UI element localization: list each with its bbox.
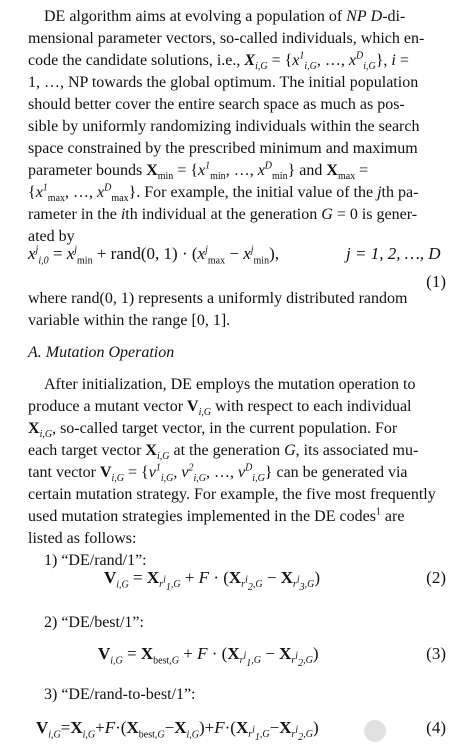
- intro-line-3: code the candidate solutions, i.e., $X_{i,G} = \{x^1_{i,G}$, …, $x^D_{i,G}$}, i =: [28, 50, 409, 73]
- strategy-2-label: 2) “DE/best/1”:: [44, 614, 144, 631]
- equation-1-body: $x^j_{i,0} = x^j_{min}$ + rand(0, $1) \cdot (x^j_{max} - x^j_{min})$,: [28, 244, 279, 267]
- mutation-line-7: used mutation strategies implemented in the DE codes$^1$ are: [28, 506, 405, 525]
- equation-2-body: $V_{i,G} = X_{r^i_1,G} + F \cdot (X_{r^i_2,G} - X_{r^i_3,G})$: [104, 568, 321, 594]
- equation-1: [28, 244, 446, 291]
- equation-2: [28, 568, 446, 596]
- mutation-line-6: certain mutation strategy. For example, the five most frequently: [28, 486, 436, 503]
- after-eq1-line-2: variable within the range [0, 1].: [28, 312, 231, 329]
- intro-line-2: mensional parameter vectors, so-called individuals, which en-: [28, 30, 425, 47]
- equation-1-number: (1): [426, 272, 446, 291]
- equation-2-number: (2): [426, 568, 446, 587]
- intro-line-1: DE algorithm aims at evolving a population of NP D-di-: [44, 8, 406, 25]
- mutation-line-2: produce a mutant vector $V_{i,G}$ with respect to each individual: [28, 398, 412, 419]
- equation-3: [28, 644, 446, 672]
- mutation-line-4: each target vector $X_{i,G}$ at the generation G, its associated mu-: [28, 442, 419, 463]
- equation-1-range: j = 1, 2, …, D: [346, 244, 441, 263]
- equation-3-number: (3): [426, 644, 446, 663]
- mutation-line-5: tant vector $V_{i,G} = \{v^1_{i,G}$, $v^2_{i,G}$, …, $v^D_{i,G}$} can be generated via: [28, 462, 408, 485]
- intro-line-8: parameter bounds $X_{min} = \{x^1_{min}$, …, $x^D_{min}$} and $X_{max}$ =: [28, 160, 369, 183]
- wechat-logo-icon: [364, 720, 386, 742]
- strategy-1-label: 1) “DE/rand/1”:: [44, 552, 147, 569]
- mutation-paragraph: [28, 374, 446, 550]
- intro-line-4: 1, …, NP towards the global optimum. The initial population: [28, 74, 419, 91]
- intro-line-10: rameter in the ith individual at the generation G = 0 is gener-: [28, 206, 418, 223]
- intro-paragraph: [28, 6, 446, 248]
- mutation-line-8: listed as follows:: [28, 530, 137, 547]
- equation-4-number: (4): [426, 718, 446, 737]
- mutation-line-3: $X_{i,G}$, so-called target vector, in the current population. For: [28, 420, 398, 441]
- after-eq1-paragraph: [28, 288, 446, 332]
- equation-4-body: $V_{i,G}=X_{i,G}+F\cdot(X_{best,G}-X_{i,G})+F\cdot(X_{r^i_1,G}-X_{r^i_2,G})$: [36, 718, 319, 744]
- intro-line-6: sible by uniformly randomizing individuals within the search: [28, 118, 420, 135]
- section-heading: A. Mutation Operation: [28, 344, 175, 361]
- watermark: [362, 714, 452, 744]
- after-eq1-line-1: where rand(0, 1) represents a uniformly distributed random: [28, 290, 408, 307]
- intro-line-9: {$x^1_{max}$, …, $x^D_{max}$}. For example, the initial value of the jth pa-: [28, 182, 419, 205]
- equation-3-body: $V_{i,G} = X_{best,G} + F \cdot (X_{r^i_1,G} - X_{r^i_2,G})$: [98, 644, 319, 670]
- intro-line-11: ated by: [28, 228, 75, 245]
- intro-line-5: should better cover the entire search space as much as pos-: [28, 96, 405, 113]
- intro-line-7: space constrained by the prescribed minimum and maximum: [28, 140, 418, 157]
- mutation-line-1: After initialization, DE employs the mutation operation to: [44, 376, 416, 393]
- strategy-3-label: 3) “DE/rand-to-best/1”:: [44, 686, 196, 703]
